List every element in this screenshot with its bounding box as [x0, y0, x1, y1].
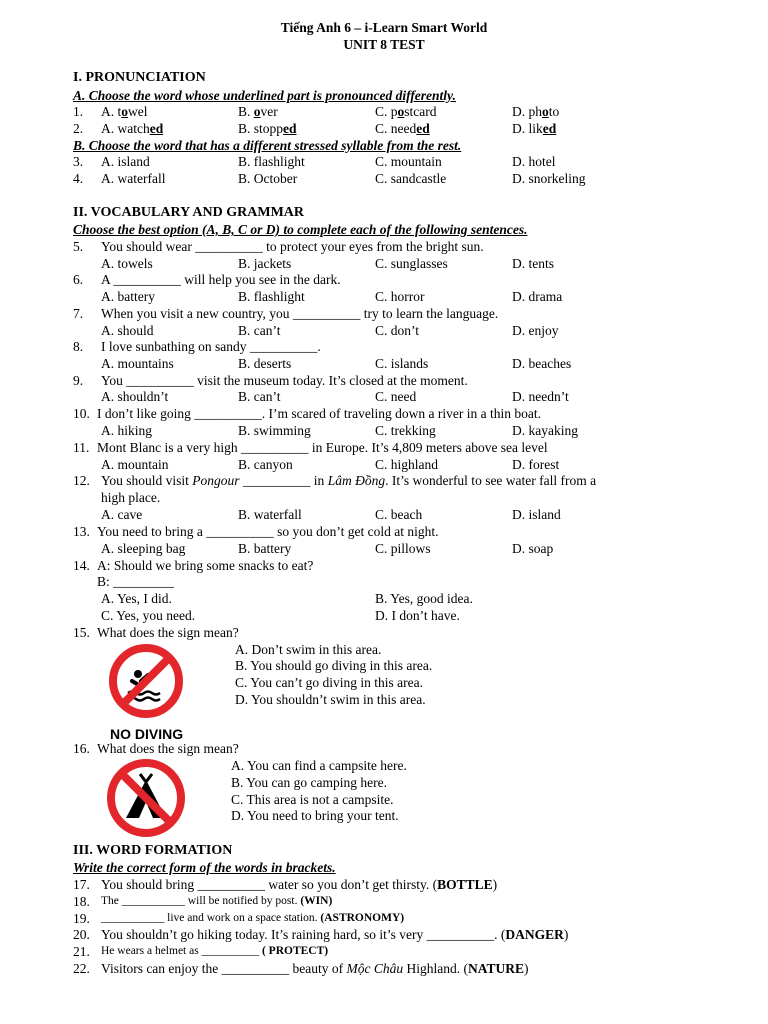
option-d: D. island: [512, 507, 561, 522]
option-d: D. needn’t: [512, 389, 569, 404]
question-number: 20.: [73, 927, 90, 942]
question-text: You should visit Pongour __________ in Lâm Đồng. It’s wonderful to see water fall from a: [101, 473, 597, 488]
section-heading-vocabulary: II. VOCABULARY AND GRAMMAR: [73, 205, 305, 220]
option-c: C. You can’t go diving in this area.: [235, 675, 423, 690]
option-a: A. cave: [101, 507, 143, 522]
option-b: B. jackets: [238, 256, 292, 271]
question-text: When you visit a new country, you __________ try to learn the language.: [101, 306, 499, 321]
option-c: C. islands: [375, 356, 429, 371]
option-b: B. deserts: [238, 356, 292, 371]
option-c: C. postcard: [375, 104, 437, 119]
option-d: D. snorkeling: [512, 171, 586, 186]
instruction-b: B. Choose the word that has a different stressed syllable from the rest.: [73, 138, 462, 153]
option-c: C. Yes, you need.: [101, 608, 196, 623]
option-c: C. beach: [375, 507, 423, 522]
question-number: 13.: [73, 524, 90, 539]
question-text: You should wear __________ to protect your eyes from the bright sun.: [101, 239, 484, 254]
sign-label: NO DIVING: [110, 726, 184, 742]
option-b: B. waterfall: [238, 507, 302, 522]
option-d: D. beaches: [512, 356, 572, 371]
option-d: D. liked: [512, 121, 557, 136]
option-b: B. flashlight: [238, 289, 305, 304]
option-b: B. You should go diving in this area.: [235, 658, 433, 673]
question-number: 14.: [73, 558, 90, 573]
question-number: 18.: [73, 894, 90, 909]
option-b: B. Yes, good idea.: [375, 591, 473, 606]
document-subtitle: UNIT 8 TEST: [343, 37, 425, 52]
option-a: A. island: [101, 154, 150, 169]
question-number: 17.: [73, 877, 90, 892]
option-a: A. Don’t swim in this area.: [235, 642, 382, 657]
option-d: D. You shouldn’t swim in this area.: [235, 692, 426, 707]
option-c: C. mountain: [375, 154, 442, 169]
option-c: C. don’t: [375, 323, 420, 338]
question-text: You should bring __________ water so you don’t get thirsty. (BOTTLE): [101, 877, 498, 892]
option-b: B. stopped: [238, 121, 297, 136]
option-b: B. October: [238, 171, 298, 186]
question-number: 2.: [73, 121, 84, 136]
option-a: A. watched: [101, 121, 164, 136]
question-text: A: Should we bring some snacks to eat?: [97, 558, 314, 573]
question-number: 22.: [73, 961, 90, 976]
option-d: D. photo: [512, 104, 560, 119]
option-d: D. drama: [512, 289, 563, 304]
option-d: D. enjoy: [512, 323, 559, 338]
option-d: D. tents: [512, 256, 554, 271]
question-text: Mont Blanc is a very high __________ in Europe. It’s 4,809 meters above sea level: [97, 440, 548, 455]
option-d: D. kayaking: [512, 423, 578, 438]
option-b: B. battery: [238, 541, 292, 556]
question-text: What does the sign mean?: [97, 741, 239, 756]
option-c: C. horror: [375, 289, 425, 304]
option-b: B. You can go camping here.: [231, 775, 387, 790]
option-c: C. This area is not a campsite.: [231, 792, 394, 807]
question-number: 16.: [73, 741, 90, 756]
question-text: You shouldn’t go hiking today. It’s raining hard, so it’s very __________. (DANGER): [101, 927, 569, 942]
question-number: 7.: [73, 306, 84, 321]
question-text: ___________ live and work on a space station. (ASTRONOMY): [101, 912, 405, 924]
question-number: 21.: [73, 944, 90, 959]
option-d: D. hotel: [512, 154, 556, 169]
section-heading-word-formation: III. WORD FORMATION: [73, 843, 233, 858]
option-a: A. shouldn’t: [101, 389, 169, 404]
option-c: C. highland: [375, 457, 438, 472]
document-title: Tiếng Anh 6 – i-Learn Smart World: [280, 20, 488, 35]
option-a: A. hiking: [101, 423, 153, 438]
option-a: A. mountains: [101, 356, 174, 371]
section-heading-pronunciation: I. PRONUNCIATION: [73, 70, 206, 85]
option-d: D. I don’t have.: [375, 608, 460, 623]
option-c: C. pillows: [375, 541, 431, 556]
question-number: 5.: [73, 239, 84, 254]
answer-line: B: _________: [97, 574, 174, 589]
question-number: 12.: [73, 473, 90, 488]
option-b: B. canyon: [238, 457, 293, 472]
option-c: C. sandcastle: [375, 171, 447, 186]
option-d: D. forest: [512, 457, 560, 472]
question-text: Visitors can enjoy the __________ beauty of Mộc Châu Highland. (NATURE): [101, 961, 529, 976]
question-text: What does the sign mean?: [97, 625, 239, 640]
option-c: C. need: [375, 389, 417, 404]
option-b: B. swimming: [238, 423, 311, 438]
question-text-continued: high place.: [101, 490, 161, 505]
option-a: A. should: [101, 323, 154, 338]
question-number: 3.: [73, 154, 84, 169]
option-a: A. towels: [101, 256, 153, 271]
option-a: A. battery: [101, 289, 155, 304]
option-d: D. soap: [512, 541, 554, 556]
question-text: I don’t like going __________. I’m scared of traveling down a river in a thin boat.: [97, 406, 542, 421]
question-number: 1.: [73, 104, 84, 119]
option-c: C. trekking: [375, 423, 436, 438]
option-b: B. can’t: [238, 323, 281, 338]
question-number: 6.: [73, 272, 84, 287]
option-a: A. waterfall: [101, 171, 166, 186]
question-text: The ___________ will be notified by post. (WIN): [101, 895, 333, 907]
question-number: 8.: [73, 339, 84, 354]
option-a: A. Yes, I did.: [101, 591, 172, 606]
option-a: A. You can find a campsite here.: [231, 758, 407, 773]
instruction-a: A. Choose the word whose underlined part is pronounced differently.: [73, 88, 456, 103]
question-number: 11.: [73, 440, 90, 455]
question-number: 9.: [73, 373, 84, 388]
no-camping-sign-icon: [106, 758, 186, 838]
option-b: B. can’t: [238, 389, 281, 404]
question-text: A __________ will help you see in the dark.: [101, 272, 341, 287]
question-text: I love sunbathing on sandy __________.: [101, 339, 321, 354]
question-number: 19.: [73, 911, 90, 926]
question-number: 4.: [73, 171, 84, 186]
option-a: A. mountain: [101, 457, 169, 472]
option-b: B. over: [238, 104, 278, 119]
question-text: You __________ visit the museum today. It’s closed at the moment.: [101, 373, 468, 388]
option-a: A. towel: [101, 104, 148, 119]
question-text: He wears a helmet as __________ ( PROTECT): [101, 945, 329, 957]
no-diving-sign-icon: [108, 643, 184, 719]
option-c: C. needed: [375, 121, 430, 136]
question-text: You need to bring a __________ so you don’t get cold at night.: [97, 524, 439, 539]
question-number: 15.: [73, 625, 90, 640]
option-c: C. sunglasses: [375, 256, 448, 271]
question-number: 10.: [73, 406, 90, 421]
option-d: D. You need to bring your tent.: [231, 808, 399, 823]
instruction-word-formation: Write the correct form of the words in brackets.: [73, 860, 336, 875]
instruction-vocabulary: Choose the best option (A, B, C or D) to complete each of the following sentences.: [73, 222, 528, 237]
option-a: A. sleeping bag: [101, 541, 186, 556]
option-b: B. flashlight: [238, 154, 305, 169]
